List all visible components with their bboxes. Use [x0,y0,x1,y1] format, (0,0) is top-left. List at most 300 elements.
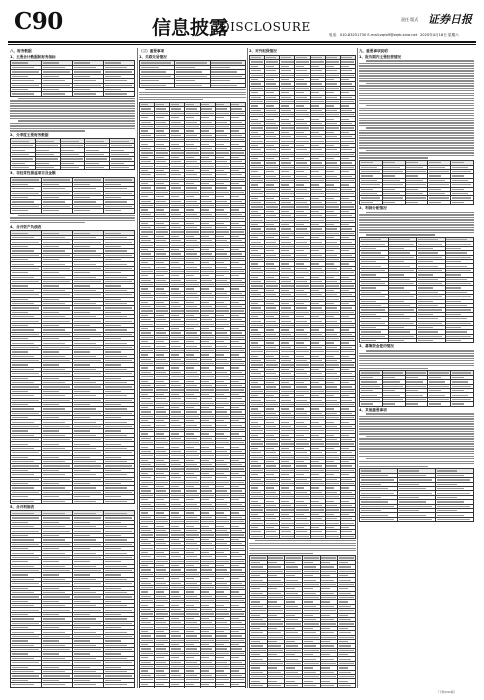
illegible-text-mark [86,167,104,168]
illegible-text-mark [171,622,182,623]
illegible-text-mark [281,92,289,93]
illegible-text-mark [216,578,224,579]
illegible-text-mark [74,395,97,396]
illegible-text-mark [216,526,224,527]
illegible-text-mark [171,495,184,496]
illegible-text-mark [43,640,60,641]
illegible-text-mark [341,189,352,190]
illegible-text-mark [171,574,184,575]
illegible-text-mark [326,426,337,427]
illegible-text-mark [326,119,334,120]
illegible-text-mark [171,403,184,404]
illegible-text-mark [296,215,307,216]
illegible-text-mark [171,618,179,619]
illegible-text-mark [43,501,66,502]
illegible-text-mark [281,110,292,111]
illegible-text-mark [231,526,239,527]
illegible-text-mark [105,360,132,361]
illegible-text-mark [201,512,209,513]
illegible-text-mark [43,513,66,514]
illegible-text-mark [201,504,212,505]
paragraph-block [10,215,135,224]
illegible-text-mark [311,149,322,150]
illegible-text-mark [156,438,167,439]
illegible-text-mark [311,132,319,133]
illegible-text-mark [281,342,289,343]
illegible-text-mark [141,482,154,483]
illegible-text-mark [216,622,227,623]
illegible-text-mark [251,193,264,194]
illegible-text-mark [141,574,154,575]
illegible-text-mark [216,218,229,219]
illegible-text-mark [296,386,307,387]
illegible-text-mark [171,205,184,206]
illegible-text-mark [105,395,128,396]
illegible-text-mark [74,85,101,86]
illegible-text-mark [281,263,289,264]
illegible-text-mark [186,144,194,145]
illegible-text-mark [251,391,264,392]
illegible-text-mark [326,70,337,71]
illegible-text-mark [156,350,169,351]
illegible-text-mark [296,408,304,409]
illegible-text-mark [74,430,91,431]
illegible-text-mark [326,325,339,326]
illegible-text-mark [201,337,214,338]
illegible-text-mark [43,483,60,484]
illegible-text-mark [281,321,292,322]
illegible-text-mark [201,271,214,272]
illegible-text-mark [266,386,277,387]
illegible-text-mark [251,255,262,256]
illegible-text-mark [12,378,29,379]
illegible-text-mark [216,231,229,232]
illegible-text-mark [326,132,334,133]
illegible-text-mark [186,411,197,412]
illegible-text-mark [251,149,262,150]
illegible-text-mark [201,148,212,149]
illegible-text-mark [156,284,169,285]
illegible-text-mark [216,618,224,619]
illegible-text-mark [341,57,352,58]
illegible-text-mark [12,444,29,445]
illegible-text-mark [201,394,209,395]
illegible-text-mark [266,325,279,326]
illegible-text-mark [326,198,334,199]
illegible-text-mark [12,557,39,558]
illegible-text-mark [74,618,97,619]
illegible-text-mark [43,378,60,379]
illegible-text-mark [341,312,354,313]
illegible-text-mark [201,556,212,557]
illegible-text-mark [326,347,337,348]
illegible-text-mark [171,179,184,180]
illegible-text-mark [216,315,224,316]
illegible-text-mark [43,465,70,466]
illegible-text-mark [326,237,334,238]
illegible-text-mark [12,347,39,348]
illegible-text-mark [141,157,149,158]
illegible-text-mark [12,373,39,374]
illegible-text-mark [231,306,242,307]
illegible-text-mark [105,465,132,466]
illegible-text-mark [141,359,152,360]
illegible-text-mark [311,206,324,207]
illegible-text-mark [251,435,259,436]
illegible-text-mark [326,303,334,304]
illegible-text-mark [186,420,194,421]
illegible-text-mark [231,161,242,162]
illegible-text-mark [186,591,194,592]
illegible-text-mark [281,149,292,150]
illegible-text-mark [341,408,349,409]
illegible-text-mark [266,57,277,58]
illegible-text-mark [105,321,132,322]
illegible-text-mark [105,487,128,488]
illegible-text-mark [74,391,91,392]
illegible-text-mark [341,373,352,374]
illegible-text-mark [326,180,339,181]
illegible-text-mark [186,613,199,614]
illegible-text-mark [231,609,242,610]
illegible-text-mark [156,591,164,592]
illegible-text-mark [12,461,35,462]
illegible-text-mark [326,439,337,440]
illegible-text-mark [171,201,182,202]
illegible-text-mark [326,92,334,93]
illegible-text-mark [74,210,91,211]
illegible-text-mark [43,250,66,251]
illegible-text-mark [74,671,97,672]
illegible-text-mark [296,105,304,106]
illegible-text-mark [171,354,179,355]
illegible-text-mark [156,161,167,162]
illegible-text-mark [326,400,337,401]
illegible-text-mark [43,246,60,247]
illegible-text-mark [201,609,212,610]
illegible-text-mark [201,613,214,614]
illegible-text-mark [12,627,29,628]
illegible-text-mark [12,448,35,449]
illegible-text-mark [251,307,262,308]
illegible-text-mark [266,443,279,444]
illegible-text-mark [326,202,337,203]
illegible-text-mark [12,517,39,518]
illegible-text-mark [296,75,309,76]
illegible-text-mark [156,565,164,566]
illegible-text-mark [216,157,224,158]
illegible-text-mark [266,400,277,401]
illegible-text-mark [141,662,152,663]
illegible-text-mark [12,364,29,365]
illegible-text-mark [251,338,264,339]
illegible-text-mark [12,614,29,615]
header-rule-thin [8,44,476,45]
illegible-text-mark [341,386,352,387]
illegible-text-mark [141,530,152,531]
illegible-text-mark [186,267,197,268]
illegible-text-mark [141,346,152,347]
illegible-text-mark [296,193,309,194]
illegible-text-mark [266,176,277,177]
illegible-text-mark [201,161,212,162]
illegible-text-line [139,94,246,95]
illegible-text-mark [231,367,239,368]
illegible-text-mark [296,202,307,203]
illegible-text-mark [251,246,264,247]
illegible-text-mark [156,174,167,175]
illegible-text-mark [281,391,294,392]
illegible-text-mark [281,338,294,339]
illegible-text-mark [105,316,128,317]
illegible-text-mark [251,443,264,444]
illegible-text-mark [326,329,334,330]
table-cell [210,83,245,87]
illegible-text-mark [61,150,74,151]
illegible-text-mark [176,71,202,72]
illegible-text-mark [326,149,337,150]
illegible-text-mark [201,135,212,136]
illegible-text-mark [111,167,129,168]
illegible-text-mark [43,627,60,628]
illegible-text-mark [216,144,224,145]
illegible-text-mark [201,315,209,316]
illegible-text-mark [156,640,169,641]
illegible-text-mark [141,363,154,364]
illegible-text-mark [141,411,152,412]
illegible-text-mark [74,684,97,685]
illegible-text-mark [105,601,122,602]
illegible-text-mark [266,342,274,343]
illegible-text-mark [296,154,309,155]
illegible-text-mark [141,587,154,588]
illegible-text-mark [43,343,66,344]
illegible-text-mark [43,413,70,414]
illegible-text-mark [74,417,91,418]
illegible-text-mark [341,211,349,212]
illegible-text-mark [156,245,169,246]
illegible-text-mark [216,108,227,109]
illegible-text-mark [326,408,334,409]
illegible-text-mark [156,135,167,136]
illegible-text-mark [311,272,324,273]
illegible-text-mark [296,263,304,264]
illegible-text-mark [43,557,70,558]
illegible-text-mark [12,501,35,502]
illegible-text-mark [216,609,227,610]
illegible-text-mark [326,299,339,300]
illegible-text-mark [201,319,212,320]
illegible-text-mark [251,294,262,295]
illegible-text-mark [216,460,224,461]
illegible-text-mark [266,294,277,295]
illegible-text-mark [216,293,227,294]
illegible-text-mark [311,259,324,260]
illegible-text-mark [311,114,324,115]
illegible-text-mark [43,351,60,352]
illegible-text-mark [105,206,132,207]
illegible-text-mark [231,179,244,180]
illegible-text-mark [326,290,334,291]
illegible-text-mark [74,413,101,414]
illegible-text-mark [156,517,167,518]
illegible-text-mark [105,285,122,286]
illegible-text-mark [251,79,259,80]
illegible-text-mark [251,162,262,163]
illegible-text-mark [251,422,259,423]
illegible-text-mark [296,158,304,159]
illegible-text-mark [171,297,184,298]
illegible-text-mark [105,364,122,365]
illegible-text-mark [105,272,122,273]
illegible-text-mark [341,356,349,357]
illegible-text-mark [12,382,35,383]
illegible-text-mark [156,280,167,281]
illegible-text-mark [74,93,97,94]
illegible-text-mark [12,430,29,431]
illegible-text-mark [105,93,128,94]
illegible-text-mark [43,487,66,488]
illegible-text-mark [231,196,239,197]
illegible-text-mark [341,443,354,444]
illegible-text-mark [216,346,227,347]
illegible-text-mark [105,566,128,567]
illegible-text-mark [296,351,309,352]
illegible-text-mark [105,179,132,180]
illegible-text-mark [141,249,149,250]
illegible-text-line [18,215,136,216]
illegible-text-mark [105,588,122,589]
illegible-text-mark [251,408,259,409]
illegible-text-mark [326,413,337,414]
illegible-text-mark [251,364,264,365]
illegible-text-mark [186,622,197,623]
illegible-text-mark [251,198,259,199]
illegible-text-mark [105,338,122,339]
illegible-text-mark [156,561,169,562]
illegible-text-mark [12,684,35,685]
illegible-text-mark [74,67,97,68]
illegible-text-mark [105,461,128,462]
illegible-text-mark [216,117,224,118]
illegible-text-mark [266,97,277,98]
illegible-text-mark [43,470,60,471]
illegible-text-mark [141,631,149,632]
illegible-text-mark [156,425,167,426]
illegible-text-mark [171,271,184,272]
illegible-text-mark [105,535,122,536]
illegible-text-mark [12,163,25,164]
illegible-text-mark [43,281,70,282]
illegible-text-mark [186,236,194,237]
illegible-text-mark [186,324,199,325]
illegible-text-mark [74,338,91,339]
page-number: C90 [14,8,63,35]
illegible-text-mark [341,114,354,115]
illegible-text-mark [201,179,214,180]
illegible-text-mark [171,508,184,509]
illegible-text-mark [311,57,322,58]
illegible-text-mark [156,319,167,320]
illegible-text-mark [231,429,244,430]
illegible-text-mark [186,455,199,456]
illegible-text-mark [186,517,197,518]
paragraph-block [10,98,135,132]
illegible-text-mark [326,430,339,431]
illegible-text-mark [141,76,172,77]
illegible-text-mark [156,512,164,513]
illegible-text-mark [326,193,339,194]
illegible-text-mark [326,206,339,207]
illegible-text-mark [12,457,29,458]
illegible-text-mark [311,307,322,308]
illegible-text-mark [311,325,324,326]
illegible-text-mark [156,267,167,268]
illegible-text-mark [216,635,227,636]
illegible-text-mark [141,627,154,628]
illegible-text-mark [266,79,274,80]
illegible-text-mark [201,486,209,487]
illegible-text-mark [326,114,339,115]
illegible-text-mark [216,477,227,478]
illegible-text-mark [216,512,224,513]
illegible-text-mark [156,341,164,342]
illegible-text-mark [216,447,224,448]
illegible-text-mark [171,280,182,281]
illegible-text-mark [341,145,349,146]
illegible-text-mark [186,389,199,390]
illegible-text-mark [43,645,66,646]
illegible-text-mark [311,127,324,128]
illegible-text-mark [341,162,352,163]
illegible-text-mark [105,452,132,453]
illegible-text-mark [74,492,101,493]
table-cell [11,166,36,170]
table-cell [73,683,104,687]
illegible-text-mark [171,394,179,395]
illegible-text-mark [266,329,274,330]
illegible-text-mark [341,422,349,423]
illegible-text-mark [281,132,289,133]
illegible-text-mark [43,233,60,234]
illegible-text-mark [74,627,91,628]
illegible-text-mark [171,183,179,184]
illegible-text-mark [74,242,101,243]
illegible-text-mark [156,214,167,215]
illegible-text-mark [311,373,322,374]
illegible-text-mark [326,105,334,106]
illegible-text-mark [74,439,101,440]
illegible-text-mark [141,183,149,184]
illegible-text-mark [326,307,337,308]
illegible-text-mark [281,215,292,216]
illegible-text-mark [201,429,214,430]
illegible-text-mark [12,85,39,86]
illegible-text-mark [201,526,209,527]
illegible-text-mark [201,157,209,158]
illegible-text-mark [296,88,309,89]
illegible-text-mark [216,451,227,452]
illegible-text-mark [201,332,212,333]
illegible-text-mark [171,548,184,549]
illegible-text-mark [12,680,29,681]
illegible-text-mark [296,426,307,427]
illegible-text-mark [266,408,274,409]
illegible-text-mark [43,316,66,317]
illegible-text-mark [296,184,304,185]
illegible-text-mark [216,306,227,307]
illegible-text-mark [43,237,66,238]
